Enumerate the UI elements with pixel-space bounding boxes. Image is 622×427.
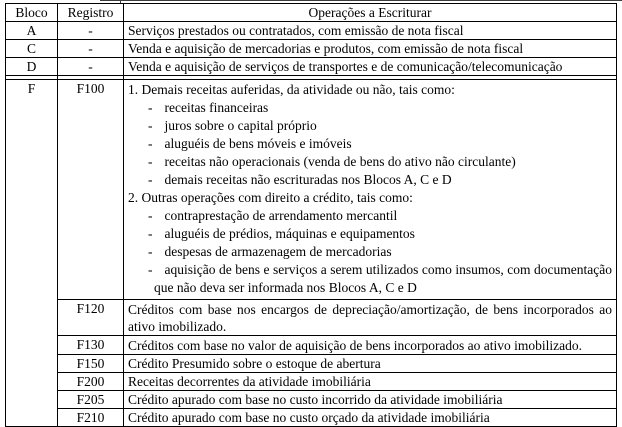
- list-item: - aluguéis de prédios, máquinas e equipamentos: [128, 225, 612, 243]
- operacoes-cell: Venda e aquisição de serviços de transportes e de comunicação/telecomunicação: [124, 58, 617, 76]
- list-item: - despesas de armazenagem de mercadorias: [128, 243, 612, 261]
- list-item: - demais receitas não escrituradas nos Blocos A, C e D: [128, 171, 612, 189]
- list-item: - receitas financeiras: [128, 99, 612, 117]
- registro-cell: F100: [58, 80, 124, 300]
- operacoes-cell: Receitas decorrentes da atividade imobiliária: [124, 373, 617, 391]
- operacoes-cell: [124, 336, 617, 355]
- table-row-f210: [6, 409, 617, 427]
- operacoes-text: Créditos com base no valor de aquisição de bens incorporados ao ativo imobilizado.: [128, 338, 583, 353]
- column-header-operacoes: Operações a Escriturar: [124, 4, 617, 22]
- operacoes-cell: Venda e aquisição de mercadorias e produtos, com emissão de nota fiscal: [124, 40, 617, 58]
- operacoes-cell: Crédito apurado com base no custo orçado da atividade imobiliária: [124, 409, 617, 427]
- bloco-registro-operacoes-table: [5, 3, 617, 427]
- operacoes-cell-f100: [124, 80, 617, 300]
- operacoes-cell: [124, 300, 617, 336]
- registro-cell: -: [58, 58, 124, 76]
- table-row-bloco-a: [6, 22, 617, 40]
- registro-cell: F120: [58, 300, 124, 336]
- list-item: - receitas não operacionais (venda de bens do ativo não circulante): [128, 153, 612, 171]
- registro-cell: F150: [58, 355, 124, 373]
- numbered-item-1: 1. Demais receitas auferidas, da atividade ou não, tais como:: [128, 82, 455, 97]
- numbered-item-2: 2. Outras operações com direito a crédito, tais como:: [128, 190, 413, 205]
- bloco-cell: D: [6, 58, 58, 76]
- table-row-f100: [6, 80, 617, 300]
- operacoes-cell: Crédito Presumido sobre o estoque de abertura: [124, 355, 617, 373]
- registro-cell: F210: [58, 409, 124, 427]
- list-item: - aquisição de bens e serviços a serem utilizados como insumos, com documentação que não deva ser informada nos Blocos A, C e D: [128, 261, 612, 297]
- registro-cell: -: [58, 40, 124, 58]
- list-item: - contraprestação de arrendamento mercantil: [128, 207, 612, 225]
- column-header-registro: Registro: [58, 4, 124, 22]
- bloco-cell: C: [6, 40, 58, 58]
- list-item: - juros sobre o capital próprio: [128, 117, 612, 135]
- table-header-row: [6, 4, 617, 22]
- table-row-bloco-d: [6, 58, 617, 76]
- table-row-f200: [6, 373, 617, 391]
- table-row-f130: [6, 336, 617, 355]
- table-row-f120: [6, 300, 617, 336]
- bloco-cell: A: [6, 22, 58, 40]
- table-row-f205: [6, 391, 617, 409]
- column-header-bloco: Bloco: [6, 4, 58, 22]
- registro-cell: F200: [58, 373, 124, 391]
- registro-cell: F205: [58, 391, 124, 409]
- operacoes-cell: Serviços prestados ou contratados, com emissão de nota fiscal: [124, 22, 617, 40]
- bloco-cell-f: F: [6, 80, 58, 427]
- table-row-bloco-c: [6, 40, 617, 58]
- operacoes-text: Créditos com base nos encargos de depreciação/amortização, de bens incorporados ao ativo imobilizado.: [128, 302, 612, 334]
- registro-cell: -: [58, 22, 124, 40]
- operacoes-cell: Crédito apurado com base no custo incorrido da atividade imobiliária: [124, 391, 617, 409]
- list-item: - aluguéis de bens móveis e imóveis: [128, 135, 612, 153]
- registro-cell: F130: [58, 336, 124, 355]
- cropped-row-remnant-line: [100, 0, 622, 1]
- table-row-f150: [6, 355, 617, 373]
